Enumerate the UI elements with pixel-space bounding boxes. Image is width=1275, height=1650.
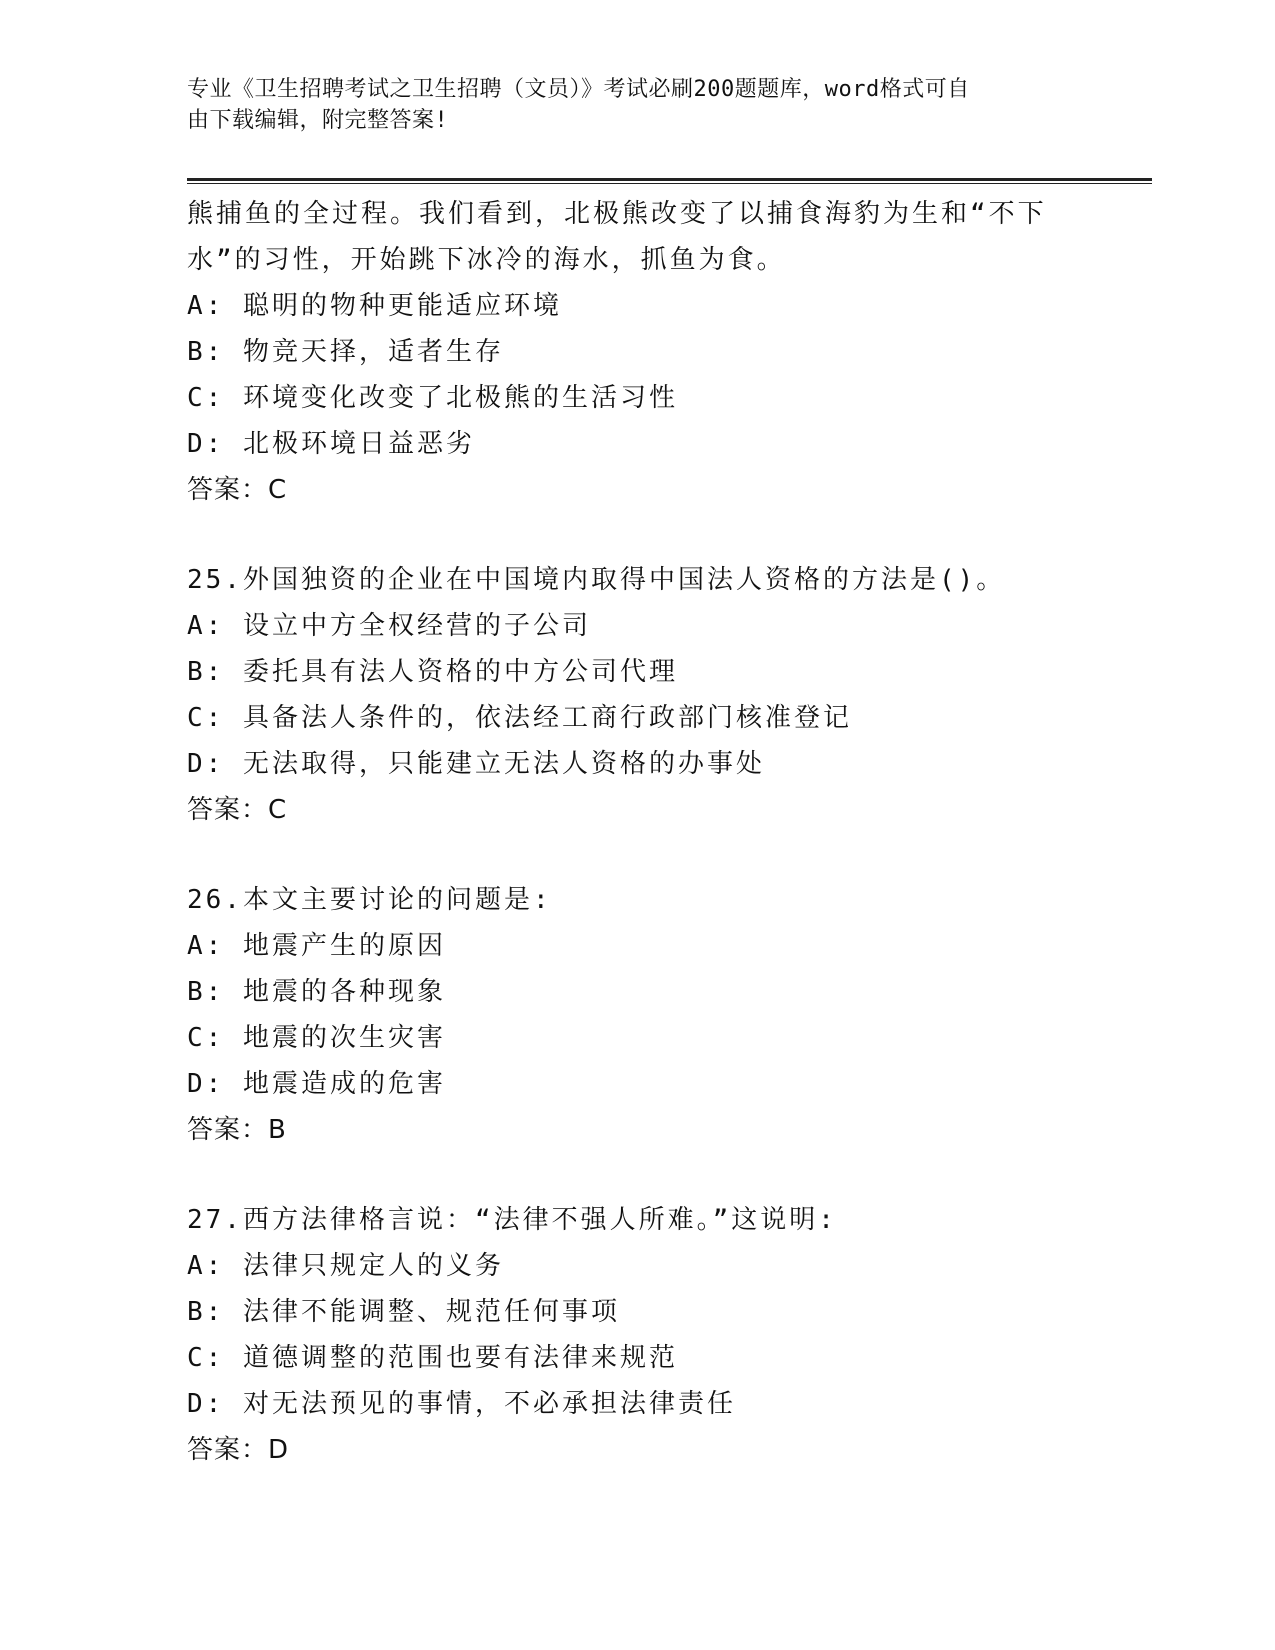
question-25 xyxy=(187,557,1087,833)
question-stem: 25.外国独资的企业在中国境内取得中国法人资格的方法是()。 xyxy=(187,565,1006,595)
option-c: C: 环境变化改变了北极熊的生活习性 xyxy=(187,383,678,413)
option-a: A: 法律只规定人的义务 xyxy=(187,1251,504,1281)
option-a: A: 聪明的物种更能适应环境 xyxy=(187,291,562,321)
option-a: A: 设立中方全权经营的子公司 xyxy=(187,611,591,641)
option-b: B: 委托具有法人资格的中方公司代理 xyxy=(187,657,678,687)
option-a: A: 地震产生的原因 xyxy=(187,931,446,961)
answer-line: 答案：C xyxy=(187,795,288,825)
document-header xyxy=(187,74,1087,136)
option-d: D: 无法取得，只能建立无法人资格的办事处 xyxy=(187,749,765,779)
question-27 xyxy=(187,1197,1087,1473)
option-c: C: 道德调整的范围也要有法律来规范 xyxy=(187,1343,678,1373)
option-d: D: 对无法预见的事情，不必承担法律责任 xyxy=(187,1389,736,1419)
question-stem: 26.本文主要讨论的问题是: xyxy=(187,885,552,915)
option-d: D: 北极环境日益恶劣 xyxy=(187,429,475,459)
question-stem-line: 熊捕鱼的全过程。我们看到，北极熊改变了以捕食海豹为生和“不下 xyxy=(187,199,1047,229)
question-26 xyxy=(187,877,1087,1153)
answer-line: 答案：B xyxy=(187,1115,287,1145)
question-stem: 27.西方法律格言说：“法律不强人所难。”这说明: xyxy=(187,1205,837,1235)
spacer xyxy=(187,833,1087,877)
answer-line: 答案：C xyxy=(187,475,288,505)
option-d: D: 地震造成的危害 xyxy=(187,1069,446,1099)
spacer xyxy=(187,1153,1087,1197)
question-stem-line: 水”的习性，开始跳下冰冷的海水，抓鱼为食。 xyxy=(187,245,786,275)
header-divider xyxy=(187,178,1152,184)
option-c: C: 具备法人条件的，依法经工商行政部门核准登记 xyxy=(187,703,852,733)
option-b: B: 物竞天择，适者生存 xyxy=(187,337,504,367)
document-body xyxy=(187,191,1087,1473)
question-continuation xyxy=(187,191,1087,513)
option-b: B: 法律不能调整、规范任何事项 xyxy=(187,1297,620,1327)
header-title-line-2: 由下载编辑，附完整答案! xyxy=(187,108,449,133)
answer-line: 答案：D xyxy=(187,1435,290,1465)
header-title-line-1: 专业《卫生招聘考试之卫生招聘（文员）》考试必刷200题题库，word格式可自 xyxy=(187,77,970,102)
option-b: B: 地震的各种现象 xyxy=(187,977,446,1007)
option-c: C: 地震的次生灾害 xyxy=(187,1023,446,1053)
spacer xyxy=(187,513,1087,557)
